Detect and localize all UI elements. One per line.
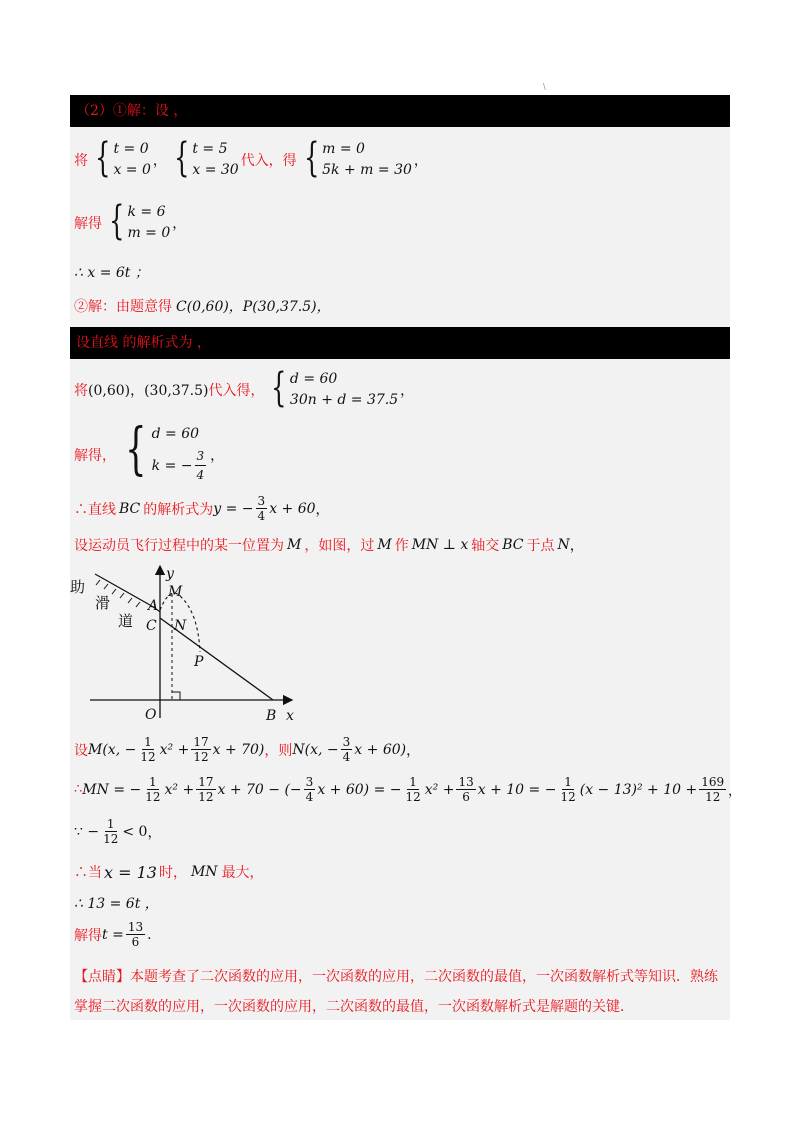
numerator: 17 xyxy=(193,735,209,749)
text: 的解析式为 xyxy=(143,501,214,518)
denominator: 4 xyxy=(257,509,266,523)
fraction xyxy=(699,775,726,804)
numerator: 1 xyxy=(564,775,572,789)
math: x + 60) xyxy=(354,741,407,758)
setup-line xyxy=(74,535,584,555)
fraction xyxy=(403,775,422,804)
denominator: 4 xyxy=(342,750,351,764)
denominator: 12 xyxy=(193,750,209,764)
eq: x = 30 xyxy=(192,162,239,178)
math: N(x, − xyxy=(292,741,339,758)
final-answer-line xyxy=(74,920,152,949)
fraction xyxy=(191,735,210,764)
redacted-bar-2: 设直线 的解析式为 ， xyxy=(70,327,730,359)
eq: 30n + d = 37.5 xyxy=(289,392,399,408)
math: C(0,60)，P(30,37.5)， xyxy=(176,299,331,315)
text: 将 xyxy=(74,382,88,399)
denominator: 6 xyxy=(462,790,470,804)
eq: x = 0 xyxy=(113,162,151,178)
equation-system: { t = 5 x = 30 xyxy=(173,135,239,181)
math: M(x, − xyxy=(88,741,137,758)
text: 时， xyxy=(158,865,187,881)
text: ， xyxy=(210,447,225,464)
text: ， xyxy=(147,824,162,841)
text: ， xyxy=(569,538,584,554)
numerator: 1 xyxy=(106,817,115,831)
math: x² + xyxy=(424,781,455,798)
solve-line-2 xyxy=(74,417,225,484)
math: N xyxy=(557,537,570,553)
numerator: 3 xyxy=(257,494,266,508)
text: 最大， xyxy=(221,865,264,881)
redacted-bar-1: （2）①解：设 ， xyxy=(70,95,730,127)
eq: m = 0 xyxy=(322,141,365,157)
label-m: M xyxy=(168,584,183,600)
text: ， xyxy=(728,784,742,799)
math: BC xyxy=(119,500,141,517)
math: < 0 xyxy=(122,823,148,840)
math: MN = − xyxy=(82,781,142,798)
eq: 5k + m = 30 xyxy=(322,162,412,178)
text: ，则 xyxy=(264,742,293,759)
denominator: 4 xyxy=(196,468,205,482)
denominator: 6 xyxy=(131,935,140,949)
substitution-line-2 xyxy=(74,365,415,411)
part2-line xyxy=(74,296,331,316)
fraction xyxy=(256,494,268,523)
label-y: y xyxy=(166,566,174,582)
fraction xyxy=(341,735,353,764)
math: M xyxy=(377,537,392,553)
label-n: N xyxy=(174,618,187,634)
because-line xyxy=(74,817,161,846)
text: 解得 xyxy=(74,927,102,944)
numerator: 1 xyxy=(149,775,157,789)
math: ∴ x = 6t ； xyxy=(74,265,149,281)
text: ， xyxy=(406,742,421,759)
coordinates-line xyxy=(74,735,420,764)
text: 将 xyxy=(74,152,88,169)
denominator: 12 xyxy=(560,790,576,804)
denominator: 12 xyxy=(145,790,161,804)
fraction xyxy=(143,775,162,804)
text: 设运动员飞行过程中的某一位置为 xyxy=(74,538,284,554)
numerator: 13 xyxy=(458,775,474,789)
math: M xyxy=(287,537,302,553)
note-tag: 【点睛】 xyxy=(74,969,130,985)
mn-expression-line xyxy=(74,775,741,804)
eq: d = 60 xyxy=(289,371,338,387)
label-b: B xyxy=(266,708,277,724)
header-mark: \ xyxy=(543,82,546,91)
math: t = xyxy=(102,926,124,943)
numerator: 1 xyxy=(144,735,152,749)
text: ②解：由题意得 xyxy=(74,299,172,315)
text: ， xyxy=(315,501,330,518)
math: x + 10 = − xyxy=(477,781,557,798)
fraction xyxy=(456,775,475,804)
fraction xyxy=(138,735,157,764)
numerator: 3 xyxy=(195,447,207,466)
numerator: 1 xyxy=(409,775,417,789)
denominator: 12 xyxy=(140,750,156,764)
equation-system: { m = 0 5k + m = 30 xyxy=(303,135,412,181)
label-hua: 滑 xyxy=(95,594,111,612)
math: x + 70) xyxy=(212,741,265,758)
text: ， xyxy=(152,152,167,169)
note-text: 本题考查了二次函数的应用，一次函数的应用，二次函数的最值，一次函数解析式等知识．熟练掌握二次函数的应用，一次函数的应用，二次函数的最值，一次函数解析式是解题的关键． xyxy=(74,969,718,1015)
math: x + 60 xyxy=(269,500,316,517)
equation-line xyxy=(74,893,159,913)
fraction xyxy=(126,920,145,949)
text: 代入得， xyxy=(208,382,265,399)
text: ， xyxy=(413,152,428,169)
equation-system: { k = 6 m = 0 xyxy=(109,198,171,244)
eq: k = 6 xyxy=(127,204,166,220)
math: x² + xyxy=(159,741,190,758)
math: x + 60) = − xyxy=(317,781,402,798)
text: ，如图，过 xyxy=(304,538,375,554)
math: y = − xyxy=(213,500,254,517)
text: ， xyxy=(400,382,415,399)
text: ∴当 xyxy=(74,865,102,881)
numerator: 3 xyxy=(305,775,314,789)
denominator: 12 xyxy=(198,790,214,804)
math: x = 13 xyxy=(104,862,157,882)
text: . xyxy=(147,926,152,943)
denominator: 4 xyxy=(305,790,314,804)
math: x² + xyxy=(164,781,195,798)
substitution-line-1 xyxy=(74,135,428,181)
text: ∴ xyxy=(74,782,83,797)
fraction xyxy=(558,775,577,804)
denominator: 12 xyxy=(405,790,421,804)
equation-system: { d = 60 k = − $\frac{3}{4}$ xyxy=(118,425,208,484)
text: 解得 xyxy=(74,215,102,232)
numerator: 13 xyxy=(127,920,144,934)
eq: t = 0 xyxy=(113,141,149,157)
solve-line-1 xyxy=(74,198,187,244)
numerator: 3 xyxy=(342,735,351,749)
equation-system: { d = 60 30n + d = 37.5 xyxy=(271,365,399,411)
max-line xyxy=(74,862,264,882)
ski-jump-figure xyxy=(70,560,330,725)
equation-system: { t = 0 x = 0 xyxy=(95,135,151,181)
text: 作 xyxy=(394,538,409,554)
math: x + 70 − (− xyxy=(217,781,302,798)
fraction xyxy=(304,775,316,804)
label-x: x xyxy=(286,708,294,724)
text: 于点 xyxy=(526,538,555,554)
numerator: 17 xyxy=(198,775,214,789)
numerator: 169 xyxy=(701,775,725,789)
key-point-note xyxy=(74,962,726,1022)
text: 设 xyxy=(74,742,88,759)
label-zhu: 助 xyxy=(70,578,86,596)
text: 解得， xyxy=(74,447,116,464)
eq: t = 5 xyxy=(192,141,228,157)
math: (x − 13)² + 10 + xyxy=(579,781,698,798)
eq: m = 0 xyxy=(127,225,171,241)
text: ∴直线 xyxy=(74,501,116,518)
eq: k = − xyxy=(151,457,193,474)
math: MN xyxy=(190,864,218,880)
math: ∴ 13 = 6t ， xyxy=(74,896,159,912)
result-line-1 xyxy=(74,262,149,282)
right-angle-mark xyxy=(172,692,180,700)
fraction xyxy=(195,447,207,484)
label-o: O xyxy=(145,707,157,723)
math: ∵ − xyxy=(74,823,100,840)
math: BC xyxy=(502,537,524,553)
label-c: C xyxy=(146,618,157,634)
label-a: A xyxy=(148,598,159,614)
denominator: 12 xyxy=(705,790,721,804)
label-dao: 道 xyxy=(118,612,134,630)
text: 轴交 xyxy=(471,538,500,554)
text: ， xyxy=(172,215,187,232)
label-p: P xyxy=(194,654,204,670)
eq: d = 60 xyxy=(151,426,200,442)
math: (0,60)，(30,37.5) xyxy=(88,382,209,399)
text: 代入，得 xyxy=(240,152,297,169)
fraction xyxy=(101,817,120,846)
fraction xyxy=(196,775,215,804)
line-bc-equation xyxy=(74,494,330,523)
math: MN ⊥ x xyxy=(411,537,469,553)
denominator: 12 xyxy=(103,832,119,846)
